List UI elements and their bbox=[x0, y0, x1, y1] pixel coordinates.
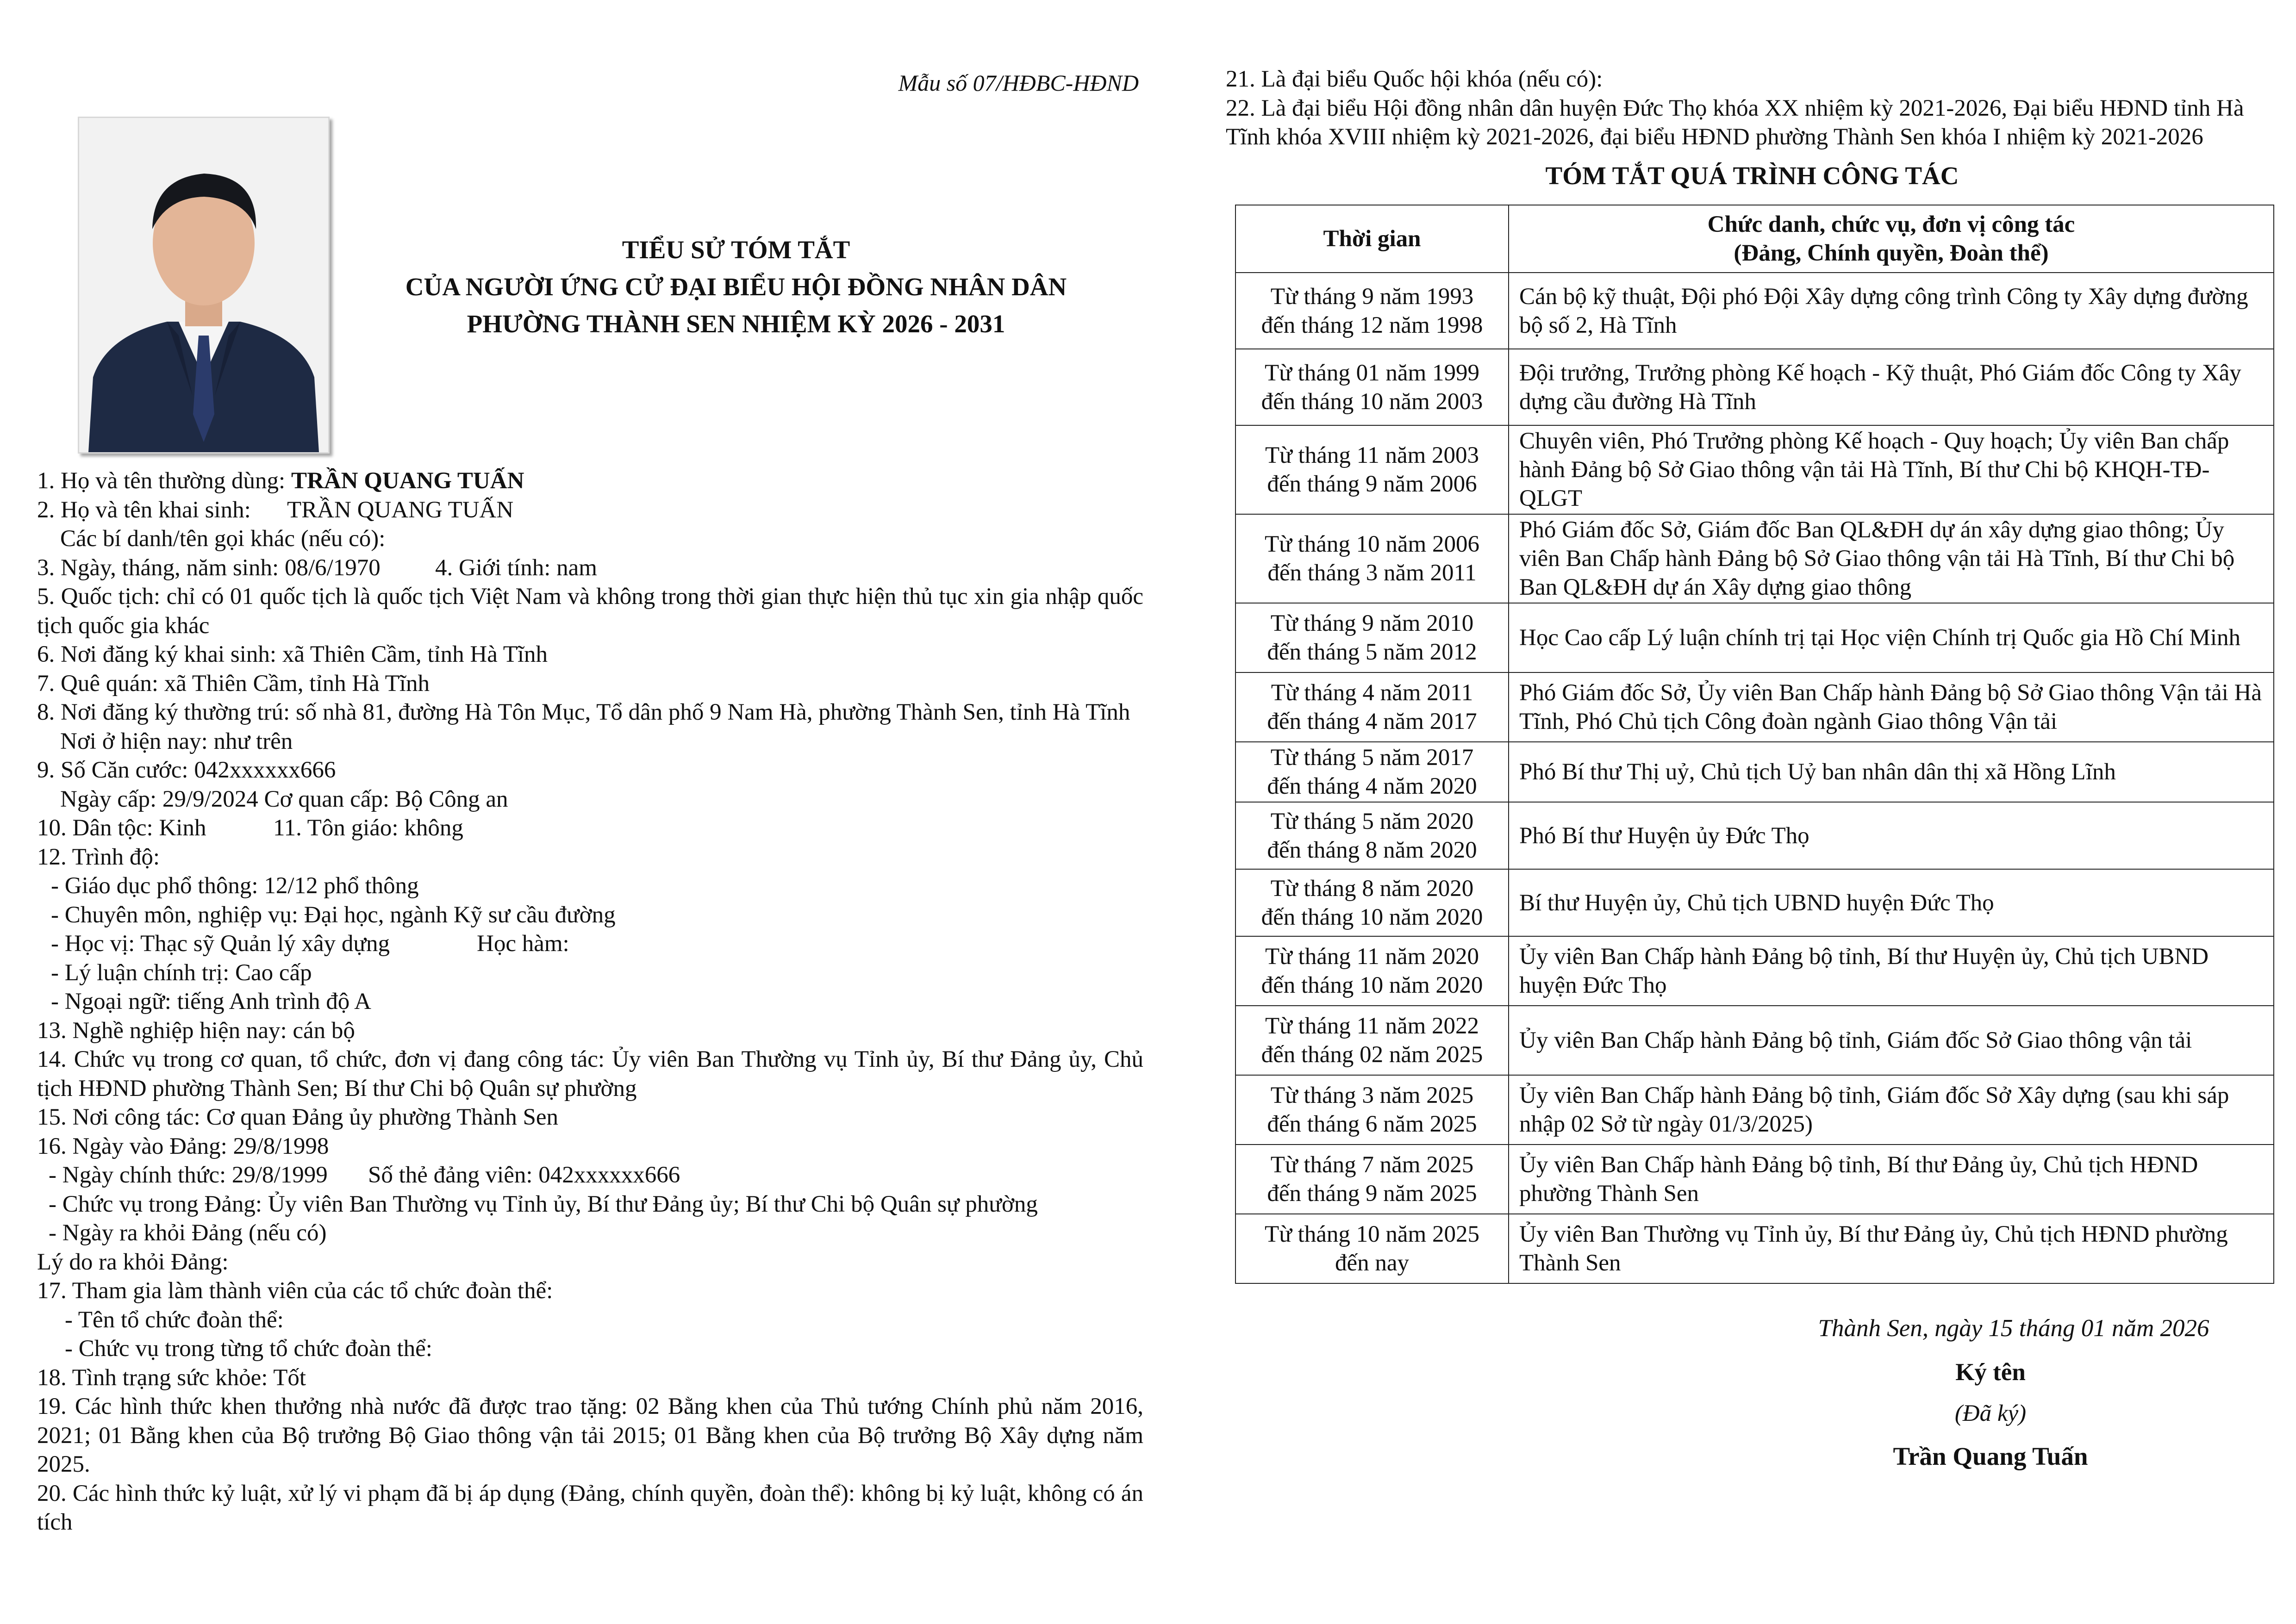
bio-label: 2. Họ và tên khai sinh: bbox=[37, 497, 251, 523]
party-card-number: Số thẻ đảng viên: 042xxxxxx666 bbox=[368, 1162, 680, 1188]
bio-line-10 bbox=[37, 814, 1143, 843]
time-line: đến tháng 9 năm 2006 bbox=[1267, 471, 1477, 497]
time-line: Từ tháng 3 năm 2025 bbox=[1270, 1083, 1474, 1108]
work-history-title: TÓM TẮT QUÁ TRÌNH CÔNG TÁC bbox=[1545, 162, 1959, 190]
birth-date: 3. Ngày, tháng, năm sinh: 08/6/1970 bbox=[37, 554, 381, 581]
bio-line: 22. Là đại biểu Hội đồng nhân dân huyện Đức Thọ khóa XX nhiệm kỳ 2021-2026, Đại biểu HĐND tỉnh Hà Tĩnh khóa XVIII nhiệm kỳ 2021-2026, đại biểu HĐND phường Thành Sen khóa I nhiệm kỳ 2021-2026 bbox=[1226, 95, 2244, 150]
bio-line: - Chức vụ trong từng tổ chức đoàn thể: bbox=[65, 1336, 432, 1362]
cell-time bbox=[1235, 1214, 1509, 1283]
time-line: Từ tháng 11 năm 2022 bbox=[1265, 1013, 1479, 1039]
bio-line: - Ngày ra khỏi Đảng (nếu có) bbox=[49, 1220, 327, 1246]
cell-time bbox=[1235, 425, 1509, 514]
bio-line: 12. Trình độ: bbox=[37, 844, 160, 870]
cell-time bbox=[1235, 742, 1509, 802]
gender: 4. Giới tính: nam bbox=[435, 554, 597, 581]
time-line: Từ tháng 5 năm 2017 bbox=[1270, 745, 1474, 771]
bio-line: 8. Nơi đăng ký thường trú: số nhà 81, đường Hà Tôn Mục, Tổ dân phố 9 Nam Hà, phường Thành Sen, tỉnh Hà Tĩnh bbox=[37, 699, 1130, 725]
time-line: Từ tháng 4 năm 2011 bbox=[1271, 680, 1473, 706]
time-line: Từ tháng 9 năm 2010 bbox=[1270, 610, 1474, 636]
bio-line: Nơi ở hiện nay: như trên bbox=[60, 728, 293, 754]
bio-line: 13. Nghề nghiệp hiện nay: cán bộ bbox=[37, 1017, 355, 1044]
time-line: Từ tháng 11 năm 2003 bbox=[1265, 442, 1479, 468]
signature-date: Thành Sen, ngày 15 tháng 01 năm 2026 bbox=[1818, 1315, 2209, 1342]
degree: - Học vị: Thạc sỹ Quản lý xây dựng bbox=[51, 931, 390, 957]
bio-line: 19. Các hình thức khen thưởng nhà nước đã được trao tặng: 02 Bằng khen của Thủ tướng Chính phủ năm 2016, 2021; 01 Bằng khen của Bộ trưởng Bộ Giao thông vận tải 2015; 01 Bằng khen của Bộ trưởng Bộ Xây dựng năm 2025. bbox=[37, 1394, 1143, 1477]
cell-time bbox=[1235, 869, 1509, 936]
bio-line: Lý do ra khỏi Đảng: bbox=[37, 1249, 229, 1275]
bio-line-1 bbox=[37, 467, 1143, 496]
cell-position: Ủy viên Ban Chấp hành Đảng bộ tỉnh, Giám đốc Sở Xây dựng (sau khi sáp nhập 02 Sở từ ngày 01/3/2025) bbox=[1509, 1075, 2274, 1145]
table-row bbox=[1235, 1075, 2274, 1145]
time-line: Từ tháng 10 năm 2025 bbox=[1265, 1221, 1479, 1247]
common-name: TRẦN QUANG TUẤN bbox=[291, 468, 524, 494]
time-line: đến nay bbox=[1335, 1250, 1410, 1276]
form-code: Mẫu số 07/HĐBC-HĐND bbox=[898, 70, 1139, 96]
time-line: đến tháng 02 năm 2025 bbox=[1261, 1042, 1483, 1068]
table-row bbox=[1235, 425, 2274, 514]
table-row bbox=[1235, 1145, 2274, 1214]
cell-position: Phó Giám đốc Sở, Giám đốc Ban QL&ĐH dự án xây dựng giao thông; Ủy viên Ban Chấp hành Đảng bộ Sở Giao thông vận tải Hà Tĩnh, Bí thư Chi bộ Ban QL&ĐH dự án Xây dựng giao thông bbox=[1509, 514, 2274, 603]
table-row bbox=[1235, 869, 2274, 936]
bio-line: - Giáo dục phổ thông: 12/12 phổ thông bbox=[51, 873, 419, 899]
bio-line: 9. Số Căn cước: 042xxxxxx666 bbox=[37, 757, 336, 783]
bio-line-degree bbox=[37, 929, 1143, 958]
table-row bbox=[1235, 672, 2274, 742]
document-title bbox=[343, 231, 1129, 342]
table-row bbox=[1235, 742, 2274, 802]
table-row bbox=[1235, 603, 2274, 672]
table-row bbox=[1235, 1214, 2274, 1283]
bio-line: Các bí danh/tên gọi khác (nếu có): bbox=[60, 526, 386, 552]
time-line: Từ tháng 01 năm 1999 bbox=[1265, 360, 1479, 386]
bio-line-3 bbox=[37, 554, 1143, 583]
time-line: đến tháng 10 năm 2020 bbox=[1261, 972, 1483, 998]
cell-time bbox=[1235, 273, 1509, 349]
title-line: CỦA NGƯỜI ỨNG CỬ ĐẠI BIỂU HỘI ĐỒNG NHÂN DÂN bbox=[405, 273, 1067, 301]
bio-line-party bbox=[37, 1161, 1143, 1190]
time-line: đến tháng 3 năm 2011 bbox=[1267, 560, 1477, 586]
bio-line: 6. Nơi đăng ký khai sinh: xã Thiên Cầm, tỉnh Hà Tĩnh bbox=[37, 641, 548, 667]
time-line: đến tháng 9 năm 2025 bbox=[1267, 1181, 1477, 1207]
time-line: đến tháng 10 năm 2020 bbox=[1261, 904, 1483, 930]
signature-status: (Đã ký) bbox=[1954, 1400, 2027, 1426]
cell-time bbox=[1235, 349, 1509, 425]
cell-time bbox=[1235, 802, 1509, 869]
portrait-photo bbox=[78, 117, 330, 454]
bio-line: 7. Quê quán: xã Thiên Cầm, tỉnh Hà Tĩnh bbox=[37, 670, 430, 697]
bio-label: 1. Họ và tên thường dùng: bbox=[37, 468, 291, 494]
time-line: đến tháng 12 năm 1998 bbox=[1261, 312, 1483, 338]
table-row bbox=[1235, 1006, 2274, 1075]
work-history-table bbox=[1235, 205, 2274, 1284]
table-header-row bbox=[1235, 205, 2274, 273]
time-line: đến tháng 4 năm 2017 bbox=[1267, 709, 1477, 734]
cell-position: Ủy viên Ban Chấp hành Đảng bộ tỉnh, Giám đốc Sở Giao thông vận tải bbox=[1509, 1006, 2274, 1075]
table-row bbox=[1235, 802, 2274, 869]
time-line: đến tháng 5 năm 2012 bbox=[1267, 639, 1477, 665]
cell-position: Chuyên viên, Phó Trưởng phòng Kế hoạch - Quy hoạch; Ủy viên Ban chấp hành Đảng bộ Sở Giao thông vận tải Hà Tĩnh, Bí thư Chi bộ KHQH-TĐ-QLGT bbox=[1509, 425, 2274, 514]
bio-line-2 bbox=[37, 496, 1143, 525]
bio-line: 17. Tham gia làm thành viên của các tổ chức đoàn thể: bbox=[37, 1278, 553, 1304]
table-row bbox=[1235, 349, 2274, 425]
time-line: đến tháng 4 năm 2020 bbox=[1267, 773, 1477, 799]
cell-position: Đội trưởng, Trưởng phòng Kế hoạch - Kỹ thuật, Phó Giám đốc Công ty Xây dựng cầu đường Hà Tĩnh bbox=[1509, 349, 2274, 425]
time-line: Từ tháng 5 năm 2020 bbox=[1270, 808, 1474, 834]
cell-time bbox=[1235, 672, 1509, 742]
time-line: Từ tháng 7 năm 2025 bbox=[1270, 1152, 1474, 1178]
signature-title: Ký tên bbox=[1955, 1359, 2026, 1386]
bio-line: 18. Tình trạng sức khỏe: Tốt bbox=[37, 1364, 306, 1391]
cell-time bbox=[1235, 514, 1509, 603]
academic-title: Học hàm: bbox=[477, 931, 569, 957]
title-line: TIỂU SỬ TÓM TẮT bbox=[622, 236, 850, 264]
bio-line: - Chức vụ trong Đảng: Ủy viên Ban Thường vụ Tỉnh ủy, Bí thư Đảng ủy; Bí thư Chi bộ Quân sự phường bbox=[49, 1191, 1038, 1217]
time-line: đến tháng 6 năm 2025 bbox=[1267, 1111, 1477, 1137]
time-line: đến tháng 10 năm 2003 bbox=[1261, 388, 1483, 415]
bio-line: 14. Chức vụ trong cơ quan, tổ chức, đơn vị đang công tác: Ủy viên Ban Thường vụ Tỉnh ủy, Bí thư Đảng ủy, Chủ tịch HĐND phường Thành Sen; Bí thư Chi bộ Quân sự phường bbox=[37, 1046, 1143, 1101]
bio-line: Ngày cấp: 29/9/2024 Cơ quan cấp: Bộ Công an bbox=[60, 786, 508, 812]
column-header-line: (Đảng, Chính quyền, Đoàn thể) bbox=[1734, 240, 2049, 266]
column-header-line: Chức danh, chức vụ, đơn vị công tác bbox=[1707, 212, 2075, 237]
bio-section bbox=[37, 467, 1143, 1537]
bio-line: 21. Là đại biểu Quốc hội khóa (nếu có): bbox=[1226, 66, 1603, 92]
time-line: Từ tháng 9 năm 1993 bbox=[1270, 283, 1474, 310]
column-header-position bbox=[1509, 205, 2274, 273]
bio-line: 20. Các hình thức kỷ luật, xử lý vi phạm đã bị áp dụng (Đảng, chính quyền, đoàn thể): không bị kỷ luật, không có án tích bbox=[37, 1480, 1143, 1535]
cell-position: Bí thư Huyện ủy, Chủ tịch UBND huyện Đức Thọ bbox=[1509, 869, 2274, 936]
table-row bbox=[1235, 514, 2274, 603]
cell-time bbox=[1235, 603, 1509, 672]
bio-line: - Tên tổ chức đoàn thể: bbox=[65, 1307, 284, 1333]
table-row bbox=[1235, 936, 2274, 1006]
cell-time bbox=[1235, 1145, 1509, 1214]
bio-line: 5. Quốc tịch: chỉ có 01 quốc tịch là quốc tịch Việt Nam và không trong thời gian thực hiện thủ tục xin gia nhập quốc tịch quốc gia khác bbox=[37, 584, 1143, 639]
cell-position: Ủy viên Ban Thường vụ Tỉnh ủy, Bí thư Đảng ủy, Chủ tịch HĐND phường Thành Sen bbox=[1509, 1214, 2274, 1283]
title-line: PHƯỜNG THÀNH SEN NHIỆM KỲ 2026 - 2031 bbox=[467, 310, 1005, 338]
cell-position: Phó Bí thư Thị uỷ, Chủ tịch Uỷ ban nhân dân thị xã Hồng Lĩnh bbox=[1509, 742, 2274, 802]
cell-position: Học Cao cấp Lý luận chính trị tại Học viện Chính trị Quốc gia Hồ Chí Minh bbox=[1509, 603, 2274, 672]
cell-position: Ủy viên Ban Chấp hành Đảng bộ tỉnh, Bí thư Huyện ủy, Chủ tịch UBND huyện Đức Thọ bbox=[1509, 936, 2274, 1006]
bio-line: - Lý luận chính trị: Cao cấp bbox=[51, 959, 312, 986]
cell-position: Cán bộ kỹ thuật, Đội phó Đội Xây dựng công trình Công ty Xây dựng đường bộ số 2, Hà Tĩnh bbox=[1509, 273, 2274, 349]
birth-name: TRẦN QUANG TUẤN bbox=[287, 497, 514, 523]
bio-line: - Ngoại ngữ: tiếng Anh trình độ A bbox=[51, 989, 372, 1014]
cell-time bbox=[1235, 936, 1509, 1006]
religion: 11. Tôn giáo: không bbox=[273, 815, 463, 841]
signer-name: Trần Quang Tuấn bbox=[1893, 1442, 2088, 1470]
cell-time bbox=[1235, 1075, 1509, 1145]
time-line: Từ tháng 8 năm 2020 bbox=[1270, 875, 1474, 902]
time-line: đến tháng 8 năm 2020 bbox=[1267, 837, 1477, 863]
official-date: - Ngày chính thức: 29/8/1999 bbox=[49, 1162, 328, 1188]
bio-line: 16. Ngày vào Đảng: 29/8/1998 bbox=[37, 1133, 329, 1159]
table-row bbox=[1235, 273, 2274, 349]
column-header-time: Thời gian bbox=[1235, 205, 1509, 273]
cell-position: Phó Giám đốc Sở, Ủy viên Ban Chấp hành Đảng bộ Sở Giao thông Vận tải Hà Tĩnh, Phó Chủ tịch Công đoàn ngành Giao thông Vận tải bbox=[1509, 672, 2274, 742]
ethnicity: 10. Dân tộc: Kinh bbox=[37, 815, 206, 841]
cell-time bbox=[1235, 1006, 1509, 1075]
cell-position: Ủy viên Ban Chấp hành Đảng bộ tỉnh, Bí thư Đảng ủy, Chủ tịch HĐND phường Thành Sen bbox=[1509, 1145, 2274, 1214]
cell-position: Phó Bí thư Huyện ủy Đức Thọ bbox=[1509, 802, 2274, 869]
bio-line: - Chuyên môn, nghiệp vụ: Đại học, ngành Kỹ sư cầu đường bbox=[51, 902, 616, 928]
time-line: Từ tháng 10 năm 2006 bbox=[1265, 531, 1479, 557]
representative-section bbox=[1226, 65, 2281, 152]
time-line: Từ tháng 11 năm 2020 bbox=[1265, 944, 1479, 970]
bio-line: 15. Nơi công tác: Cơ quan Đảng ủy phường Thành Sen bbox=[37, 1104, 559, 1130]
